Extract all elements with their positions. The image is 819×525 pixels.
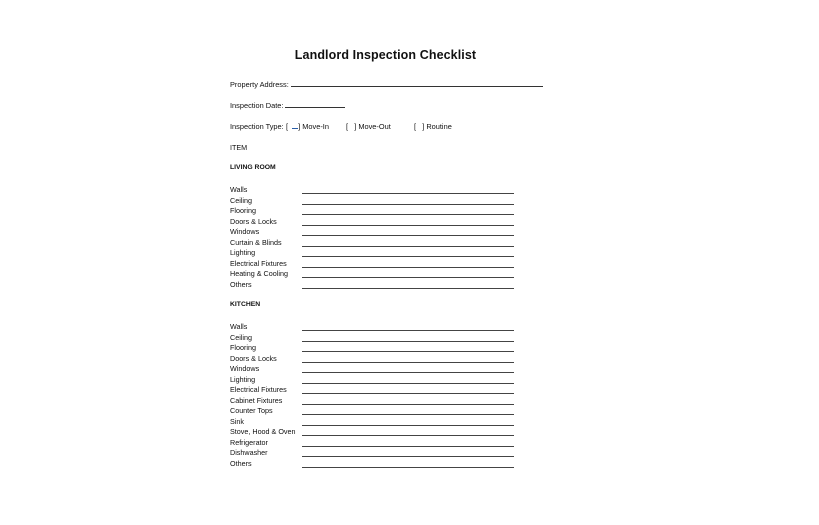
- checklist-item-label: Flooring: [230, 206, 256, 215]
- checklist-item-label: Windows: [230, 227, 260, 236]
- checklist-item-label: Cabinet Fixtures: [230, 395, 283, 405]
- checklist-item-label: Lighting: [230, 374, 256, 384]
- checklist-item-label: Dishwasher: [230, 448, 268, 457]
- checklist-item-notes-line[interactable]: [302, 341, 514, 342]
- property-address-field: [230, 80, 543, 89]
- checklist-item-notes-line[interactable]: [302, 267, 514, 268]
- checklist-item-notes-line[interactable]: [302, 256, 514, 257]
- property-address-line[interactable]: [291, 86, 543, 87]
- checklist-item-notes-line[interactable]: [302, 372, 514, 373]
- checkbox-move-out[interactable]: [346, 122, 391, 131]
- checklist-item-label: Refrigerator: [230, 437, 268, 447]
- checklist-item-notes-line[interactable]: [302, 235, 514, 236]
- checklist-item-notes-line[interactable]: [302, 467, 514, 468]
- inspection-date-line[interactable]: [285, 107, 345, 108]
- inspection-date-label: Inspection Date:: [230, 101, 284, 110]
- checkbox-routine[interactable]: [414, 122, 452, 131]
- inspection-type-field: [230, 122, 284, 131]
- checklist-item-notes-line[interactable]: [302, 225, 514, 226]
- section-heading-kitchen: KITCHEN: [230, 301, 261, 308]
- inspection-date-field: [230, 101, 345, 110]
- checklist-item-label: Ceiling: [230, 332, 252, 342]
- checkbox-routine-label: ] Routine: [422, 122, 452, 131]
- checklist-item-notes-line[interactable]: [302, 404, 514, 405]
- checklist-item-notes-line[interactable]: [302, 425, 514, 426]
- checklist-item-label: Doors & Locks: [230, 353, 277, 363]
- checklist-item-notes-line[interactable]: [302, 288, 514, 289]
- checklist-item-label: Counter Tops: [230, 406, 273, 415]
- checklist-item-label: Electrical Fixtures: [230, 258, 287, 268]
- checklist-item-label: Others: [230, 458, 252, 468]
- property-address-label: Property Address:: [230, 80, 289, 89]
- checkbox-move-in[interactable]: [286, 122, 329, 131]
- checklist-item-notes-line[interactable]: [302, 330, 514, 331]
- checklist-item-notes-line[interactable]: [302, 193, 514, 194]
- checklist-item-notes-line[interactable]: [302, 446, 514, 447]
- checklist-item-notes-line[interactable]: [302, 351, 514, 352]
- checklist-item-label: Lighting: [230, 248, 256, 257]
- checklist-item-label: Walls: [230, 322, 248, 331]
- checklist-item-label: Curtain & Blinds: [230, 237, 282, 247]
- checklist-item-notes-line[interactable]: [302, 362, 514, 363]
- checklist-item-notes-line[interactable]: [302, 383, 514, 384]
- item-column-label: ITEM: [230, 143, 248, 152]
- checkbox-move-out-label: ] Move-Out: [354, 122, 391, 131]
- checklist-item-notes-line[interactable]: [302, 393, 514, 394]
- inspection-type-label: Inspection Type:: [230, 122, 284, 131]
- checklist-item-notes-line[interactable]: [302, 456, 514, 457]
- checklist-item-notes-line[interactable]: [302, 246, 514, 247]
- checklist-item-label: Heating & Cooling: [230, 269, 288, 278]
- checklist-item-label: Walls: [230, 185, 248, 194]
- checklist-item-label: Sink: [230, 416, 244, 426]
- checkbox-move-in-bracket: [: [286, 122, 293, 131]
- checklist-item-label: Stove, Hood & Oven: [230, 427, 296, 436]
- checklist-item-label: Ceiling: [230, 195, 252, 205]
- checkbox-routine-bracket: [: [414, 122, 423, 131]
- checklist-item-label: Windows: [230, 364, 260, 373]
- checklist-item-notes-line[interactable]: [302, 214, 514, 215]
- checklist-item-label: Others: [230, 279, 252, 289]
- checklist-item-label: Doors & Locks: [230, 216, 277, 226]
- checklist-item-label: Electrical Fixtures: [230, 385, 287, 394]
- checklist-item-notes-line[interactable]: [302, 204, 514, 205]
- checklist-item-label: Flooring: [230, 343, 256, 352]
- section-heading-living-room: LIVING ROOM: [230, 164, 276, 171]
- checklist-item-notes-line[interactable]: [302, 277, 514, 278]
- page-title: Landlord Inspection Checklist: [294, 48, 477, 62]
- checklist-item-notes-line[interactable]: [302, 414, 514, 415]
- checkbox-move-out-bracket: [: [346, 122, 355, 131]
- checklist-item-notes-line[interactable]: [302, 435, 514, 436]
- checkbox-move-in-label: ] Move-In: [298, 122, 329, 131]
